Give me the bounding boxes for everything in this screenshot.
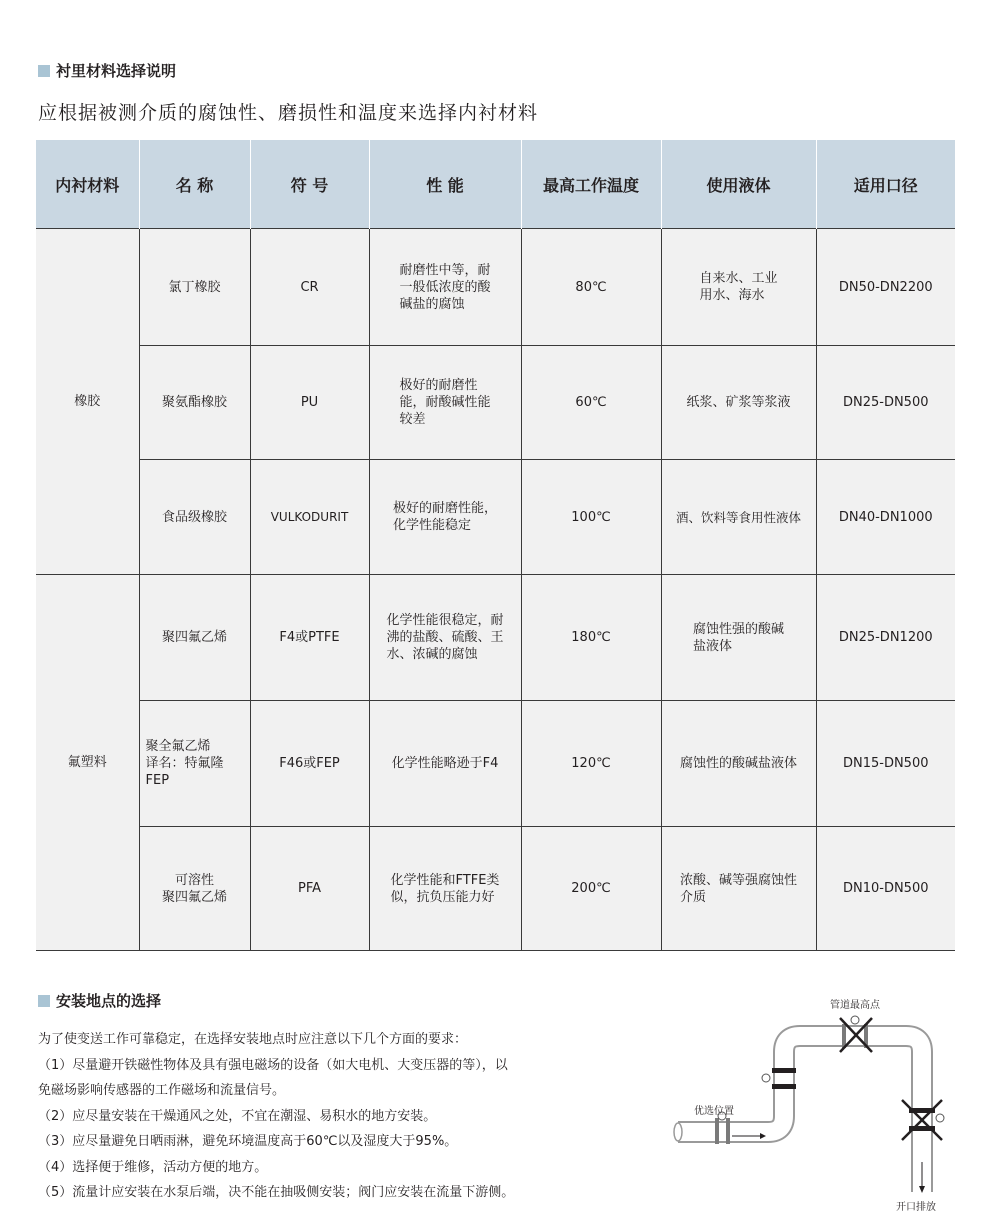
name-cell: 食品级橡胶 — [139, 460, 250, 575]
install-requirements — [38, 1027, 638, 1206]
section-heading-text: 安装地点的选择 — [56, 992, 162, 1010]
liquid-cell: 腐蚀性强的酸碱 盐液体 — [661, 575, 816, 701]
requirement-line: 为了使变送工作可靠稳定，在选择安装地点时应注意以下几个方面的要求： — [38, 1032, 468, 1047]
riser-meter-flange — [772, 1068, 796, 1073]
section-marker — [38, 65, 50, 77]
requirement-line: （4）选择便于维修，活动方便的地方。 — [38, 1159, 268, 1175]
table-header-row — [36, 140, 955, 229]
label-drain: 开口排放 — [896, 1202, 936, 1213]
size-cell: DN25-DN500 — [816, 346, 955, 460]
table-row — [36, 575, 955, 701]
down-meter-head — [936, 1114, 944, 1122]
temp-cell: 60℃ — [521, 346, 661, 460]
table-header-cell: 符 号 — [250, 140, 369, 229]
installation-diagram — [660, 990, 980, 1220]
riser-meter-flange — [772, 1084, 796, 1089]
performance-cell: 极好的耐磨性 能，耐酸碱性能 较差 — [369, 346, 521, 460]
liquid-cell: 腐蚀性的酸碱盐液体 — [661, 701, 816, 827]
temp-cell: 180℃ — [521, 575, 661, 701]
requirement-line: （2）应尽量安装在干燥通风之处，不宜在潮湿、易积水的地方安装。 — [38, 1108, 437, 1124]
section-heading-text: 衬里材料选择说明 — [56, 62, 177, 80]
performance-cell: 耐磨性中等，耐 一般低浓度的酸 碱盐的腐蚀 — [369, 229, 521, 346]
top-meter-flange — [842, 1024, 846, 1048]
label-preferred: 优选位置 — [694, 1106, 734, 1117]
table-header-cell: 名 称 — [139, 140, 250, 229]
performance-cell: 化学性能和FTFE类 似，抗负压能力好 — [369, 827, 521, 951]
requirement-line: （3）应尽量避免日晒雨淋，避免环境温度高于60℃以及湿度大于95%。 — [38, 1134, 458, 1149]
temp-cell: 80℃ — [521, 229, 661, 346]
requirement-line: 免磁场影响传感器的工作磁场和流量信号。 — [38, 1083, 286, 1098]
performance-cell: 化学性能很稳定，耐 沸的盐酸、硫酸、王 水、浓碱的腐蚀 — [369, 575, 521, 701]
name-cell: 聚全氟乙烯 译名：特氟隆 FEP — [139, 701, 250, 827]
table-row — [36, 827, 955, 951]
table-row — [36, 229, 955, 346]
name-cell: 可溶性 聚四氟乙烯 — [139, 827, 250, 951]
performance-cell: 化学性能略逊于F4 — [369, 701, 521, 827]
size-cell: DN15-DN500 — [816, 701, 955, 827]
pipe-inlet — [674, 1123, 682, 1141]
table-header-cell: 使用液体 — [661, 140, 816, 229]
temp-cell: 100℃ — [521, 460, 661, 575]
temp-cell: 120℃ — [521, 701, 661, 827]
symbol-cell: VULKODURIT — [250, 460, 369, 575]
symbol-cell: F4或PTFE — [250, 575, 369, 701]
name-cell: 氯丁橡胶 — [139, 229, 250, 346]
liquid-cell: 酒、饮料等食用性液体 — [661, 460, 816, 575]
table-header-cell: 内衬材料 — [36, 140, 139, 229]
riser-meter-head — [762, 1074, 770, 1082]
symbol-cell: F46或FEP — [250, 701, 369, 827]
temp-cell: 200℃ — [521, 827, 661, 951]
top-meter-head — [851, 1016, 859, 1024]
material-group-cell: 橡胶 — [36, 229, 139, 575]
performance-cell: 极好的耐磨性能， 化学性能稳定 — [369, 460, 521, 575]
section-heading-install — [38, 990, 161, 1011]
liquid-cell: 浓酸、碱等强腐蚀性 介质 — [661, 827, 816, 951]
symbol-cell: PFA — [250, 827, 369, 951]
size-cell: DN10-DN500 — [816, 827, 955, 951]
label-highest-point: 管道最高点 — [830, 1000, 880, 1011]
table-header-cell: 最高工作温度 — [521, 140, 661, 229]
symbol-cell: PU — [250, 346, 369, 460]
section-heading-lining — [38, 60, 176, 81]
table-row — [36, 701, 955, 827]
size-cell: DN50-DN2200 — [816, 229, 955, 346]
requirement-line: （5）流量计应安装在水泵后端，决不能在抽吸侧安装；阀门应安装在流量下游侧。 — [38, 1185, 515, 1200]
table-header-cell: 适用口径 — [816, 140, 955, 229]
table-header-cell: 性 能 — [369, 140, 521, 229]
material-group-cell: 氟塑料 — [36, 575, 139, 951]
liquid-cell: 纸浆、矿浆等浆液 — [661, 346, 816, 460]
preferred-meter-flange — [726, 1118, 730, 1144]
lining-subtitle: 应根据被测介质的腐蚀性、磨损性和温度来选择内衬材料 — [38, 102, 539, 124]
lining-material-table — [36, 140, 955, 951]
section-marker — [38, 995, 50, 1007]
preferred-meter-flange — [715, 1118, 719, 1144]
table-row — [36, 346, 955, 460]
size-cell: DN25-DN1200 — [816, 575, 955, 701]
name-cell: 聚氨酯橡胶 — [139, 346, 250, 460]
name-cell: 聚四氟乙烯 — [139, 575, 250, 701]
symbol-cell: CR — [250, 229, 369, 346]
liquid-cell: 自来水、工业 用水、海水 — [661, 229, 816, 346]
table-row — [36, 460, 955, 575]
size-cell: DN40-DN1000 — [816, 460, 955, 575]
requirement-line: （1）尽量避开铁磁性物体及具有强电磁场的设备（如大电机、大变压器的等），以 — [38, 1057, 508, 1073]
